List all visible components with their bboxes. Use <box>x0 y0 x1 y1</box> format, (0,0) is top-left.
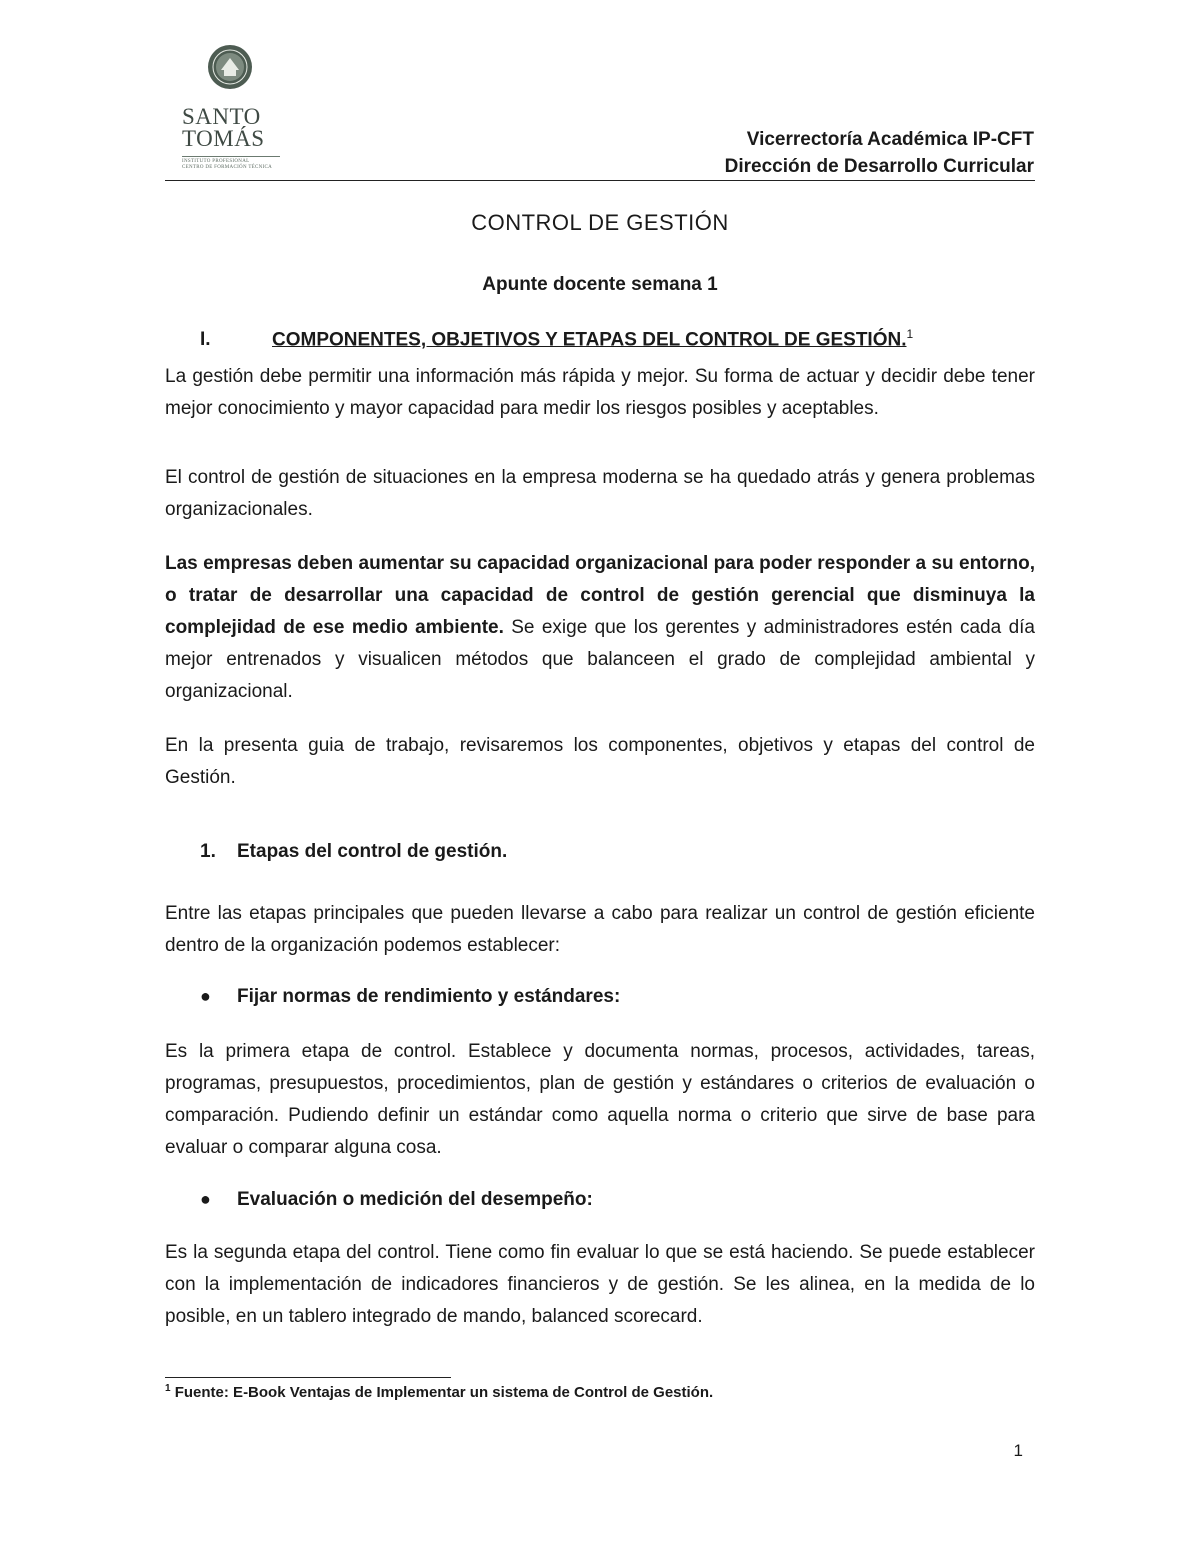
logo-subtitle: INSTITUTO PROFESIONAL CENTRO DE FORMACIÓN TÉCNICA <box>182 156 280 171</box>
section-title: COMPONENTES, OBJETIVOS Y ETAPAS DEL CONTROL DE GESTIÓN. <box>272 329 907 351</box>
paragraph-1: La gestión debe permitir una información más rápida y mejor. Su forma de actuar y decidir debe tener mejor conocimiento y mayor capacidad para medir los riesgos posibles y aceptables. <box>165 366 1035 419</box>
section-heading <box>200 327 913 351</box>
paragraph-3-rest: Se exige que los gerentes y administradores estén cada día mejor entrenados y visualicen métodos que balanceen el grado de complejidad ambiental y organizacional. <box>165 617 1035 702</box>
header-line-2: Dirección de Desarrollo Curricular <box>724 156 1034 177</box>
santo-tomas-logo <box>180 44 280 174</box>
subsection-title: Etapas del control de gestión. <box>237 841 508 862</box>
header-line-1: Vicerrectoría Académica IP-CFT <box>746 129 1034 150</box>
footnote <box>165 1383 713 1401</box>
subsection-number: 1. <box>200 841 216 862</box>
header-divider <box>165 180 1035 181</box>
paragraph-2: El control de gestión de situaciones en la empresa moderna se ha quedado atrás y genera problemas organizacionales. <box>165 467 1035 520</box>
bullet-item-2 <box>200 1189 593 1211</box>
bullet-icon: ● <box>200 986 211 1006</box>
footnote-number: 1 <box>165 1383 171 1394</box>
seal-icon <box>207 44 253 90</box>
paragraph-4: En la presenta guia de trabajo, revisaremos los componentes, objetivos y etapas del control de Gestión. <box>165 735 1035 788</box>
header-institution <box>725 126 1034 180</box>
document-title: CONTROL DE GESTIÓN <box>471 210 729 235</box>
logo-wordmark: SANTO TOMÁS <box>182 104 265 151</box>
footnote-divider <box>165 1377 451 1378</box>
bullet-2-text: Evaluación o medición del desempeño: <box>237 1189 593 1210</box>
paragraph-6: Es la primera etapa de control. Establece y documenta normas, procesos, actividades, tareas, programas, presupuestos, procedimientos, plan de gestión y estándares o criterios de evaluación o comparación. Pudiendo definir un estándar como aquella norma o criterio que sirve de base para evaluar o comparar alguna cosa. <box>165 1041 1035 1158</box>
paragraph-7: Es la segunda etapa del control. Tiene como fin evaluar lo que se está haciendo. Se puede establecer con la implementación de indicadores financieros y de gestión. Se les alinea, en la medida de lo posible, en un tablero integrado de mando, balanced scorecard. <box>165 1242 1035 1327</box>
subsection-heading <box>200 841 507 863</box>
paragraph-3-bold: Las empresas deben aumentar su capacidad organizacional para poder responder a su entorno, o tratar de desarrollar una capacidad de control de gestión gerencial que disminuya la complejidad de ese medio ambiente. <box>165 553 1035 638</box>
page-number: 1 <box>1013 1441 1023 1460</box>
bullet-icon: ● <box>200 1189 211 1209</box>
document-subtitle: Apunte docente semana 1 <box>482 274 718 295</box>
footnote-text: Fuente: E-Book Ventajas de Implementar un sistema de Control de Gestión. <box>170 1384 714 1401</box>
footnote-ref[interactable]: 1 <box>906 327 914 341</box>
bullet-1-text: Fijar normas de rendimiento y estándares: <box>237 986 621 1007</box>
paragraph-3 <box>165 548 1035 708</box>
section-number: I. <box>200 329 211 351</box>
paragraph-5: Entre las etapas principales que pueden llevarse a cabo para realizar un control de gestión eficiente dentro de la organización podemos establecer: <box>165 903 1035 956</box>
bullet-item-1 <box>200 986 620 1008</box>
